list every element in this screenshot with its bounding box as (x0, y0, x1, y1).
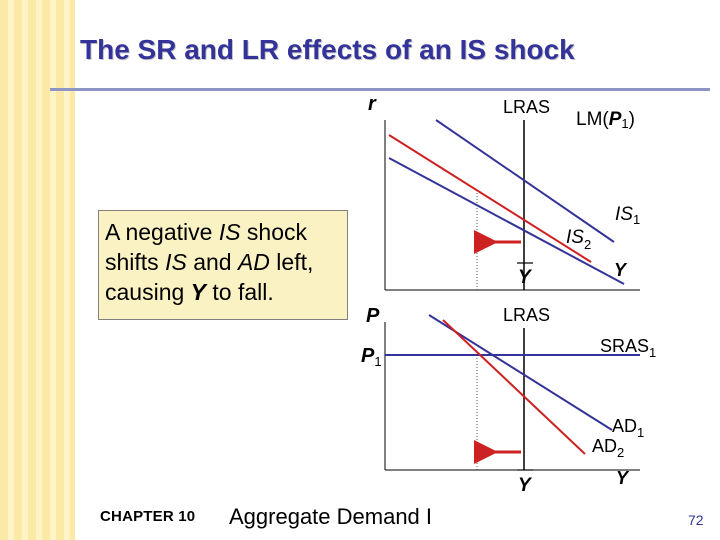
ad2-curve (443, 320, 585, 454)
text-fragment: A negative (105, 219, 219, 245)
sras1-label-sub: 1 (649, 345, 657, 360)
is1-curve (389, 158, 624, 284)
text-fragment: shifts (105, 249, 166, 275)
ad2-label-text: AD (592, 436, 618, 456)
footer-subtitle: Aggregate Demand I (229, 504, 433, 529)
bottom-y-axis-label: P (366, 305, 380, 327)
lm-label-close: ) (628, 109, 635, 130)
slide-title-text: The SR and LR effects of an IS shock (80, 34, 575, 65)
top-y-axis-label: r (368, 93, 376, 115)
is1-label (615, 204, 640, 227)
ad2-label-sub: 2 (617, 445, 625, 460)
footer-chapter-label: CHAPTER 10 (100, 508, 196, 525)
lm-label-text: LM( (576, 109, 609, 130)
bottom-lras-label: LRAS (503, 305, 551, 325)
bottom-ybar-label: Y (518, 475, 531, 496)
is1-label-text: IS (615, 204, 633, 225)
text-fragment-italic: AD (237, 249, 270, 275)
top-y-label: Y (614, 260, 627, 280)
text-fragment: causing (105, 279, 191, 305)
text-fragment: left, (269, 249, 314, 275)
bottom-y-label: Y (616, 468, 629, 488)
ad1-label-text: AD (612, 416, 638, 436)
text-fragment-bold-italic: Y (190, 279, 207, 305)
ad1-label-sub: 1 (637, 425, 645, 440)
is1-label-sub: 1 (632, 212, 641, 227)
text-fragment: to fall. (206, 279, 274, 305)
sras1-label-text: SRAS (600, 336, 650, 356)
top-lras-label: LRAS (503, 97, 551, 117)
top-ybar-label: Y (518, 267, 531, 288)
ad2-label (592, 436, 624, 460)
p1-label-sub: 1 (374, 354, 382, 369)
lm-label-p: P (608, 109, 622, 130)
is2-label-text: IS (566, 227, 584, 248)
text-fragment-italic: IS (165, 249, 187, 275)
lm-label (576, 109, 635, 131)
lm-label-sub: 1 (621, 116, 629, 131)
page-number: 72 (688, 512, 704, 528)
sras1-label (600, 336, 656, 360)
is2-label-sub: 2 (583, 237, 592, 252)
p1-label-text: P (361, 345, 375, 367)
text-fragment: shock (240, 219, 308, 245)
text-fragment: and (186, 249, 238, 275)
text-fragment-italic: IS (218, 219, 241, 245)
p1-label (361, 345, 382, 369)
